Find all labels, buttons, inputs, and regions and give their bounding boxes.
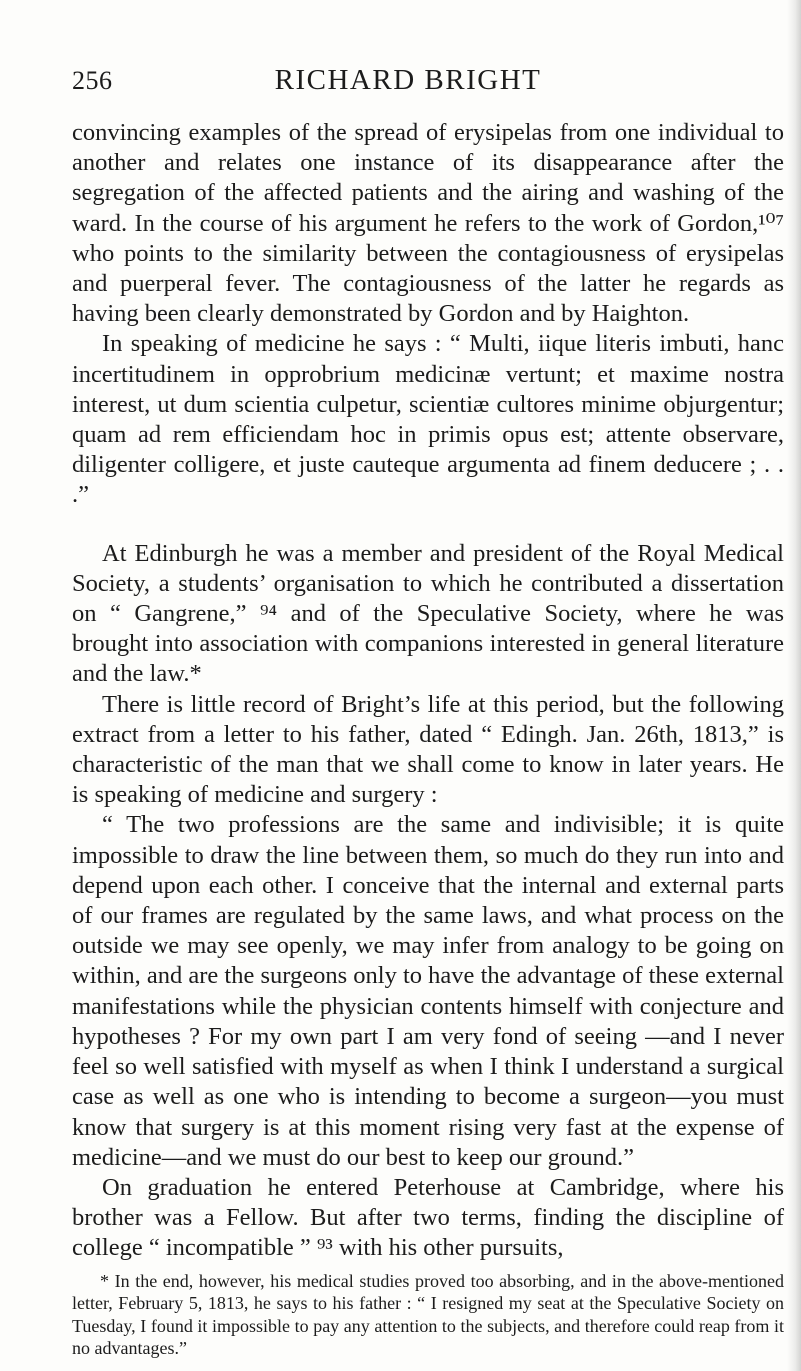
book-page (72, 62, 784, 1360)
paragraph-letter-intro: There is little record of Bright’s life at this period, but the following extract from a letter to his father, dated “ Edingh. Jan. 26th, 1813,” is characteristic of the man that we shall come to know in later years. He is speaking of medicine and surgery : (72, 690, 784, 809)
page-number: 256 (72, 66, 113, 95)
running-head: RICHARD BRIGHT (274, 64, 542, 96)
paragraph-latin-quote: In speaking of medicine he says : “ Multi, iique literis imbuti, hanc incertitudinem in opprobrium medicinæ vertunt; et maxime nostra interest, ut dum scientia culpetur, scientiæ cultores minime objurgentur; quam ad rem efficiendam hoc in primis opus est; attente observare, diligenter colligere, et juste cauteque argumenta ad finem deducere ; . . .” (72, 330, 784, 509)
page-edge-shadow (787, 0, 801, 1371)
paragraph-erysipelas: convincing examples of the spread of erysipelas from one individual to another and relates one instance of its disappearance after the segregation of the affected patients and the airing and washing of the ward. In the course of his argument he refers to the work of Gordon,¹⁰⁷ who points to the similarity between the contagiousness of erysipelas and puerperal fever. The contagiousness of the latter he regards as having been clearly demonstrated by Gordon and by Haighton. (72, 119, 784, 328)
paragraph-letter-quote: “ The two professions are the same and indivisible; it is quite impossible to draw the line between them, so much do they run into and depend upon each other. I conceive that the internal and external parts of our frames are regulated by the same laws, and what process on the outside we may see openly, we may infer from analogy to be going on within, and are the surgeons only to have the advantage of these external manifestations while the physician contents himself with conjecture and hypotheses ? For my own part I am very fond of seeing —and I never feel so well satisfied with myself as when I think I understand a surgical case as well as one who is intending to become a surgeon—you must know that surgery is at this moment rising very fast at the expense of medicine—and we must do our best to keep our ground.” (72, 811, 784, 1171)
page-header (72, 62, 784, 106)
footnote: * In the end, however, his medical studies proved too absorbing, and in the above-mentioned letter, February 5, 1813, he says to his father : “ I resigned my seat at the Speculative Society on Tuesday, I found it impossible to pay any attention to the subjects, and therefore could reap from it no advantages.” (72, 1270, 784, 1359)
body-text (72, 118, 784, 1264)
paragraph-edinburgh: At Edinburgh he was a member and president of the Royal Medical Society, a students’ organisation to which he contributed a dissertation on “ Gangrene,” ⁹⁴ and of the Speculative Society, where he was brought into association with companions interested in general literature and the law.* (72, 539, 784, 688)
paragraph-peterhouse: On graduation he entered Peterhouse at Cambridge, where his brother was a Fellow. But after two terms, finding the discipline of college “ incompatible ” ⁹³ with his other pursuits, (72, 1173, 784, 1262)
